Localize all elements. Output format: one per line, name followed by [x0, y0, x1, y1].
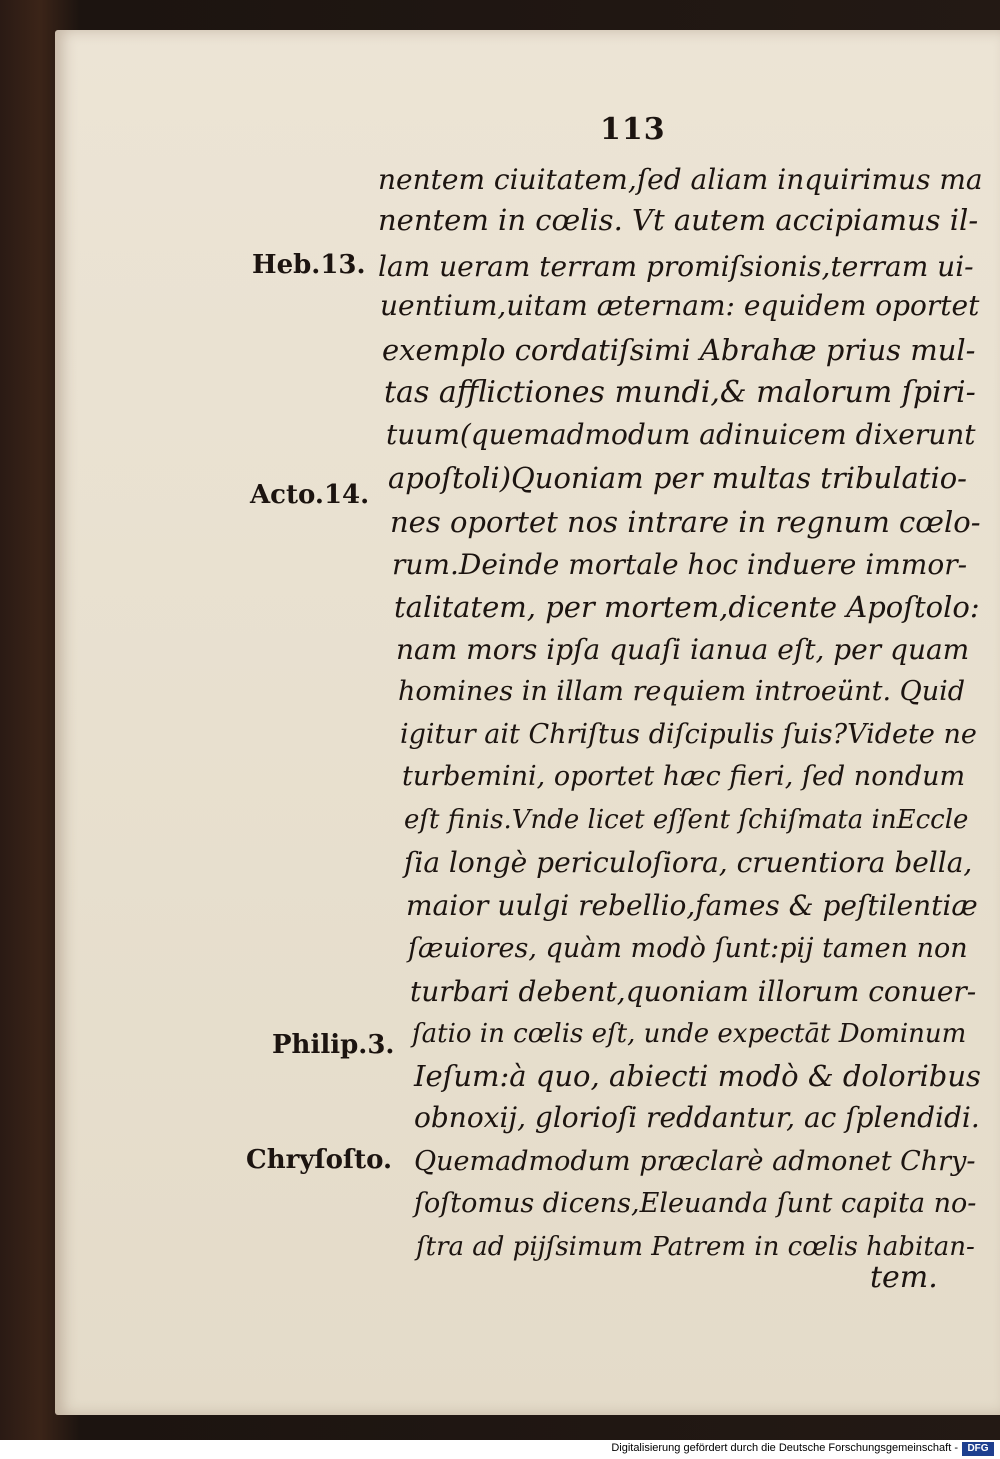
text-line: turbemini, oportet hæc fieri, ſed nondum [402, 761, 966, 792]
dfg-logo-icon: DFG [962, 1442, 994, 1456]
text-line: Ieſum:à quo, abiecti modò & doloribus [414, 1059, 981, 1093]
text-line: rum.Deinde mortale hoc induere immor- [392, 548, 968, 581]
text-line: eſt finis.Vnde licet eſſent ſchiſmata inEccle [404, 805, 969, 835]
text-line: nentem in cœlis. Vt autem accipiamus il- [378, 203, 979, 237]
page-number: 113 [600, 112, 666, 147]
text-line: ſoſtomus dicens,Eleuanda ſunt capita no- [414, 1188, 977, 1219]
margin-note: Heb.13. [252, 250, 366, 280]
text-line: talitatem, per mortem,dicente Apoſtolo: [394, 590, 980, 624]
margin-note: Chryſoſto. [246, 1145, 393, 1175]
text-line: ſia longè periculoſiora, cruentiora bella, [404, 846, 973, 879]
text-line: ſtra ad pijſsimum Patrem in cœlis habitan- [416, 1232, 975, 1262]
text-line: ſatio in cœlis eſt, unde expectāt Dominum [412, 1019, 967, 1049]
text-line: exemplo cordatiſsimi Abrahæ prius mul- [382, 333, 976, 367]
text-line: maior uulgi rebellio,fames & peſtilentiæ [406, 889, 978, 922]
footer-credit: Digitalisierung gefördert durch die Deutsche Forschungsgemeinschaft - [611, 1442, 958, 1454]
text-line: nam mors ipſa quaſi ianua eſt, per quam [396, 633, 970, 666]
text-line: apoſtoli)Quoniam per multas tribulatio- [388, 461, 967, 495]
margin-note: Philip.3. [272, 1030, 395, 1060]
text-line: uentium,uitam æternam: equidem oportet [380, 289, 980, 322]
text-line: homines in illam requiem introeünt. Quid [398, 676, 966, 707]
text-line: ſæuiores, quàm modò ſunt:pij tamen non [408, 933, 968, 964]
text-line: tuum(quemadmodum adinuicem dixerunt [386, 418, 976, 451]
text-line: tas afflictiones mundi,& malorum ſpiri- [384, 375, 976, 410]
text-line: igitur ait Chriſtus diſcipulis ſuis?Videte ne [400, 719, 977, 750]
text-line: turbari debent,quoniam illorum conuer- [410, 975, 977, 1008]
text-line: lam ueram terram promiſsionis,terram ui- [378, 250, 974, 283]
text-line: nentem ciuitatem,ſed aliam inquirimus ma [378, 163, 983, 196]
text-line: nes oportet nos intrare in regnum cœlo- [390, 505, 981, 539]
text-line: obnoxij, glorioſi reddantur, ac ſplendidi. [414, 1101, 980, 1134]
margin-note: Acto.14. [250, 480, 370, 510]
footer-bar [0, 1440, 1000, 1459]
text-line: tem. [870, 1260, 938, 1295]
text-line: Quemadmodum præclarè admonet Chry- [414, 1146, 976, 1177]
